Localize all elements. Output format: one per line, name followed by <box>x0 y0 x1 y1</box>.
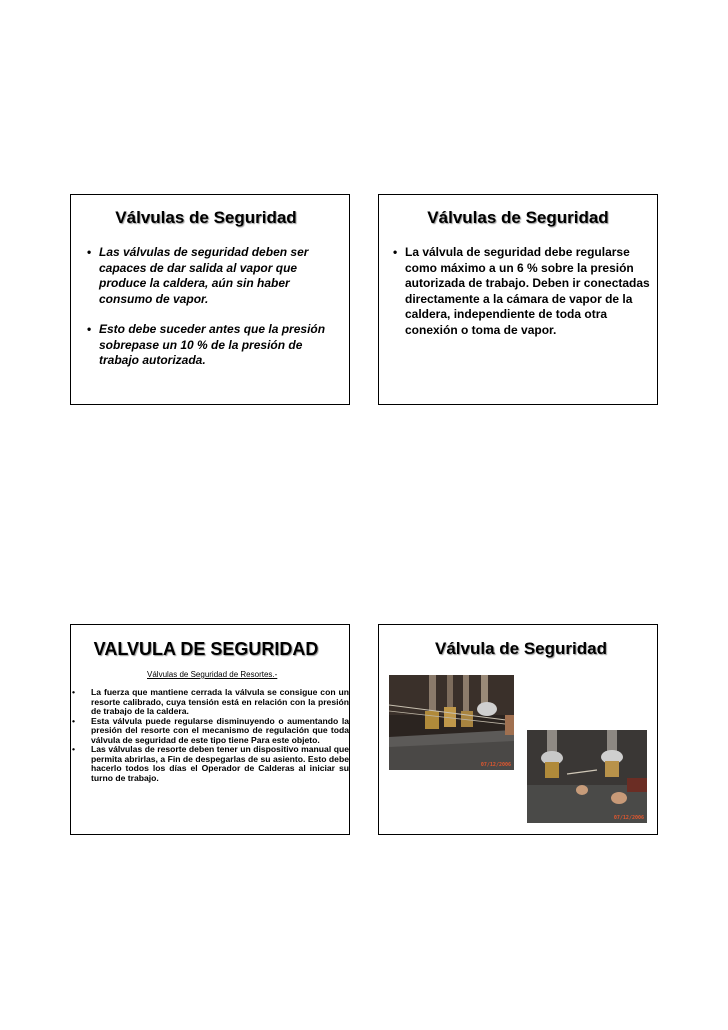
bullet-text: La fuerza que mantiene cerrada la válvula se consigue con un resorte calibrado, cuya tensión está en relación con la presión de trabajo de la caldera. <box>91 687 349 716</box>
bullet-text: La válvula de seguridad debe regularse como máximo a un 6 % sobre la presión autorizada de trabajo. Deben ir conectadas directamente a la cámara de vapor de la caldera, independiente de toda otra conexión o toma de vapor. <box>405 245 650 337</box>
bullet-item <box>3 688 349 717</box>
bullet-dot: • <box>72 744 76 754</box>
bullet-text: Esto debe suceder antes que la presión sobrepase un 10 % de la presión de trabajo autorizada. <box>99 322 326 367</box>
slide-valvula-fotos <box>378 624 658 835</box>
bullet-list <box>393 245 655 338</box>
boiler-valves-illustration <box>389 675 514 770</box>
bullet-dot: • <box>393 245 398 259</box>
bullet-text: Las válvulas de resorte deben tener un dispositivo manual que permita abrirlas, a Fin de despegarlas de su asiento. Esto debe hacerlo todos los días el Operador de Calderas al iniciar su turno de trabajo. <box>91 744 349 783</box>
bullet-item <box>87 322 345 369</box>
boiler-valves-photo <box>389 675 514 770</box>
bullet-item <box>3 745 349 783</box>
bullet-dot: • <box>72 715 76 726</box>
photo-date-stamp: 07/12/2006 <box>613 815 644 821</box>
slide-subtitle: Válvulas de Seguridad de Resortes.- <box>147 670 278 679</box>
photo-date-stamp: 07/12/2006 <box>480 762 511 768</box>
slide-valvula-resortes <box>70 624 350 835</box>
bullet-list <box>3 688 349 783</box>
slide-title: Válvula de Seguridad <box>435 639 607 658</box>
slide-title: Válvulas de Seguridad <box>115 208 297 227</box>
bullet-dot: • <box>87 322 92 336</box>
bullet-dot: • <box>87 245 92 259</box>
bullet-text: Esta válvula puede regularse disminuyendo o aumentando la presión del resorte con el mecanismo de regulación que toda válvula de seguridad de este tipo tiene Para este objeto. <box>91 715 349 745</box>
slide-valvulas-2 <box>378 194 658 405</box>
slide-title: VALVULA DE SEGURIDAD <box>93 639 319 659</box>
bullet-list <box>87 245 345 384</box>
bullet-item <box>3 717 349 746</box>
bullet-item <box>87 245 345 307</box>
bullet-text: Las válvulas de seguridad deben ser capaces de dar salida al vapor que produce la caldera, aún sin haber consumo de vapor. <box>99 245 309 306</box>
valve-lever-illustration <box>527 730 647 823</box>
slide-valvulas-1 <box>70 194 350 405</box>
bullet-dot: • <box>72 687 76 697</box>
slide-title: Válvulas de Seguridad <box>427 208 609 227</box>
bullet-item <box>393 245 655 338</box>
valve-lever-photo <box>527 730 647 823</box>
